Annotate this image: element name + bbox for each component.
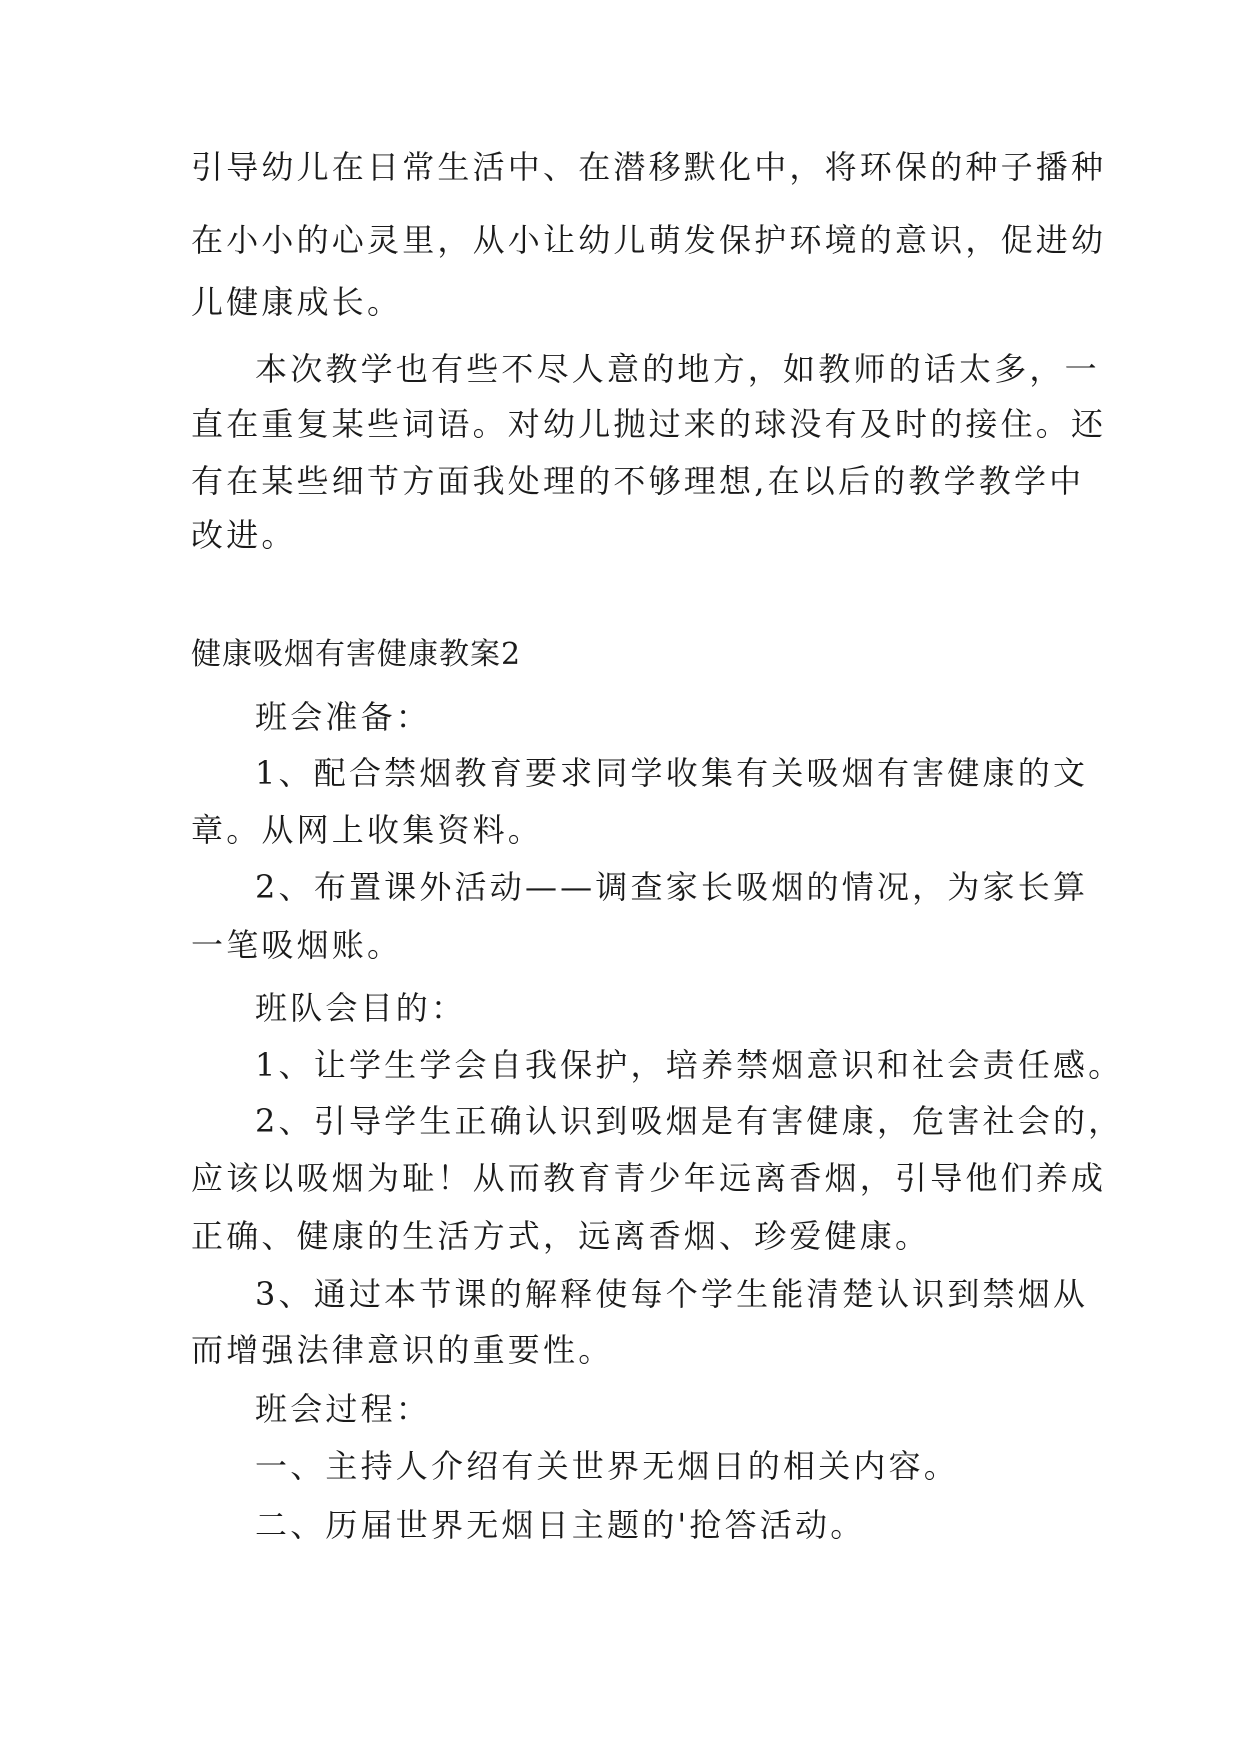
prep-title: 班会准备： <box>255 698 432 736</box>
goals-item-2-line-2: 应该以吸烟为耻！从而教育青少年远离香烟，引导他们养成 <box>191 1159 1107 1197</box>
goals-item-3-line-2: 而增强法律意识的重要性。 <box>191 1331 614 1369</box>
process-title: 班会过程： <box>255 1390 432 1428</box>
paragraph-1-line-2: 在小小的心灵里，从小让幼儿萌发保护环境的意识，促进幼 <box>191 221 1107 259</box>
goals-title: 班队会目的： <box>255 989 467 1027</box>
goals-item-1-line-1: 1、让学生学会自我保护，培养禁烟意识和社会责任感。 <box>255 1046 1124 1084</box>
prep-item-2-line-2: 一笔吸烟账。 <box>191 926 403 964</box>
goals-item-3-line-1: 3、通过本节课的解释使每个学生能清楚认识到禁烟从 <box>255 1275 1089 1313</box>
prep-item-2-line-1: 2、布置课外活动——调查家长吸烟的情况，为家长算 <box>255 868 1089 906</box>
prep-item-1-line-2: 章。从网上收集资料。 <box>191 811 544 849</box>
paragraph-1-line-3: 儿健康成长。 <box>191 283 403 321</box>
paragraph-2-line-4: 改进。 <box>191 516 297 554</box>
paragraph-2-line-3: 有在某些细节方面我处理的不够理想,在以后的教学教学中 <box>191 462 1085 500</box>
paragraph-1-line-1: 引导幼儿在日常生活中、在潜移默化中，将环保的种子播种 <box>191 148 1107 186</box>
goals-item-2-line-1: 2、引导学生正确认识到吸烟是有害健康，危害社会的， <box>255 1102 1124 1140</box>
process-item-1: 一、主持人介绍有关世界无烟日的相关内容。 <box>255 1447 960 1485</box>
goals-item-2-line-3: 正确、健康的生活方式，远离香烟、珍爱健康。 <box>191 1217 931 1255</box>
process-item-2: 二、历届世界无烟日主题的'抢答活动。 <box>255 1506 866 1544</box>
section-heading: 健康吸烟有害健康教案2 <box>191 637 522 672</box>
paragraph-2-line-2: 直在重复某些词语。对幼儿抛过来的球没有及时的接住。还 <box>191 405 1107 443</box>
prep-item-1-line-1: 1、配合禁烟教育要求同学收集有关吸烟有害健康的文 <box>255 754 1089 792</box>
paragraph-2-line-1: 本次教学也有些不尽人意的地方，如教师的话太多，一 <box>255 350 1100 388</box>
